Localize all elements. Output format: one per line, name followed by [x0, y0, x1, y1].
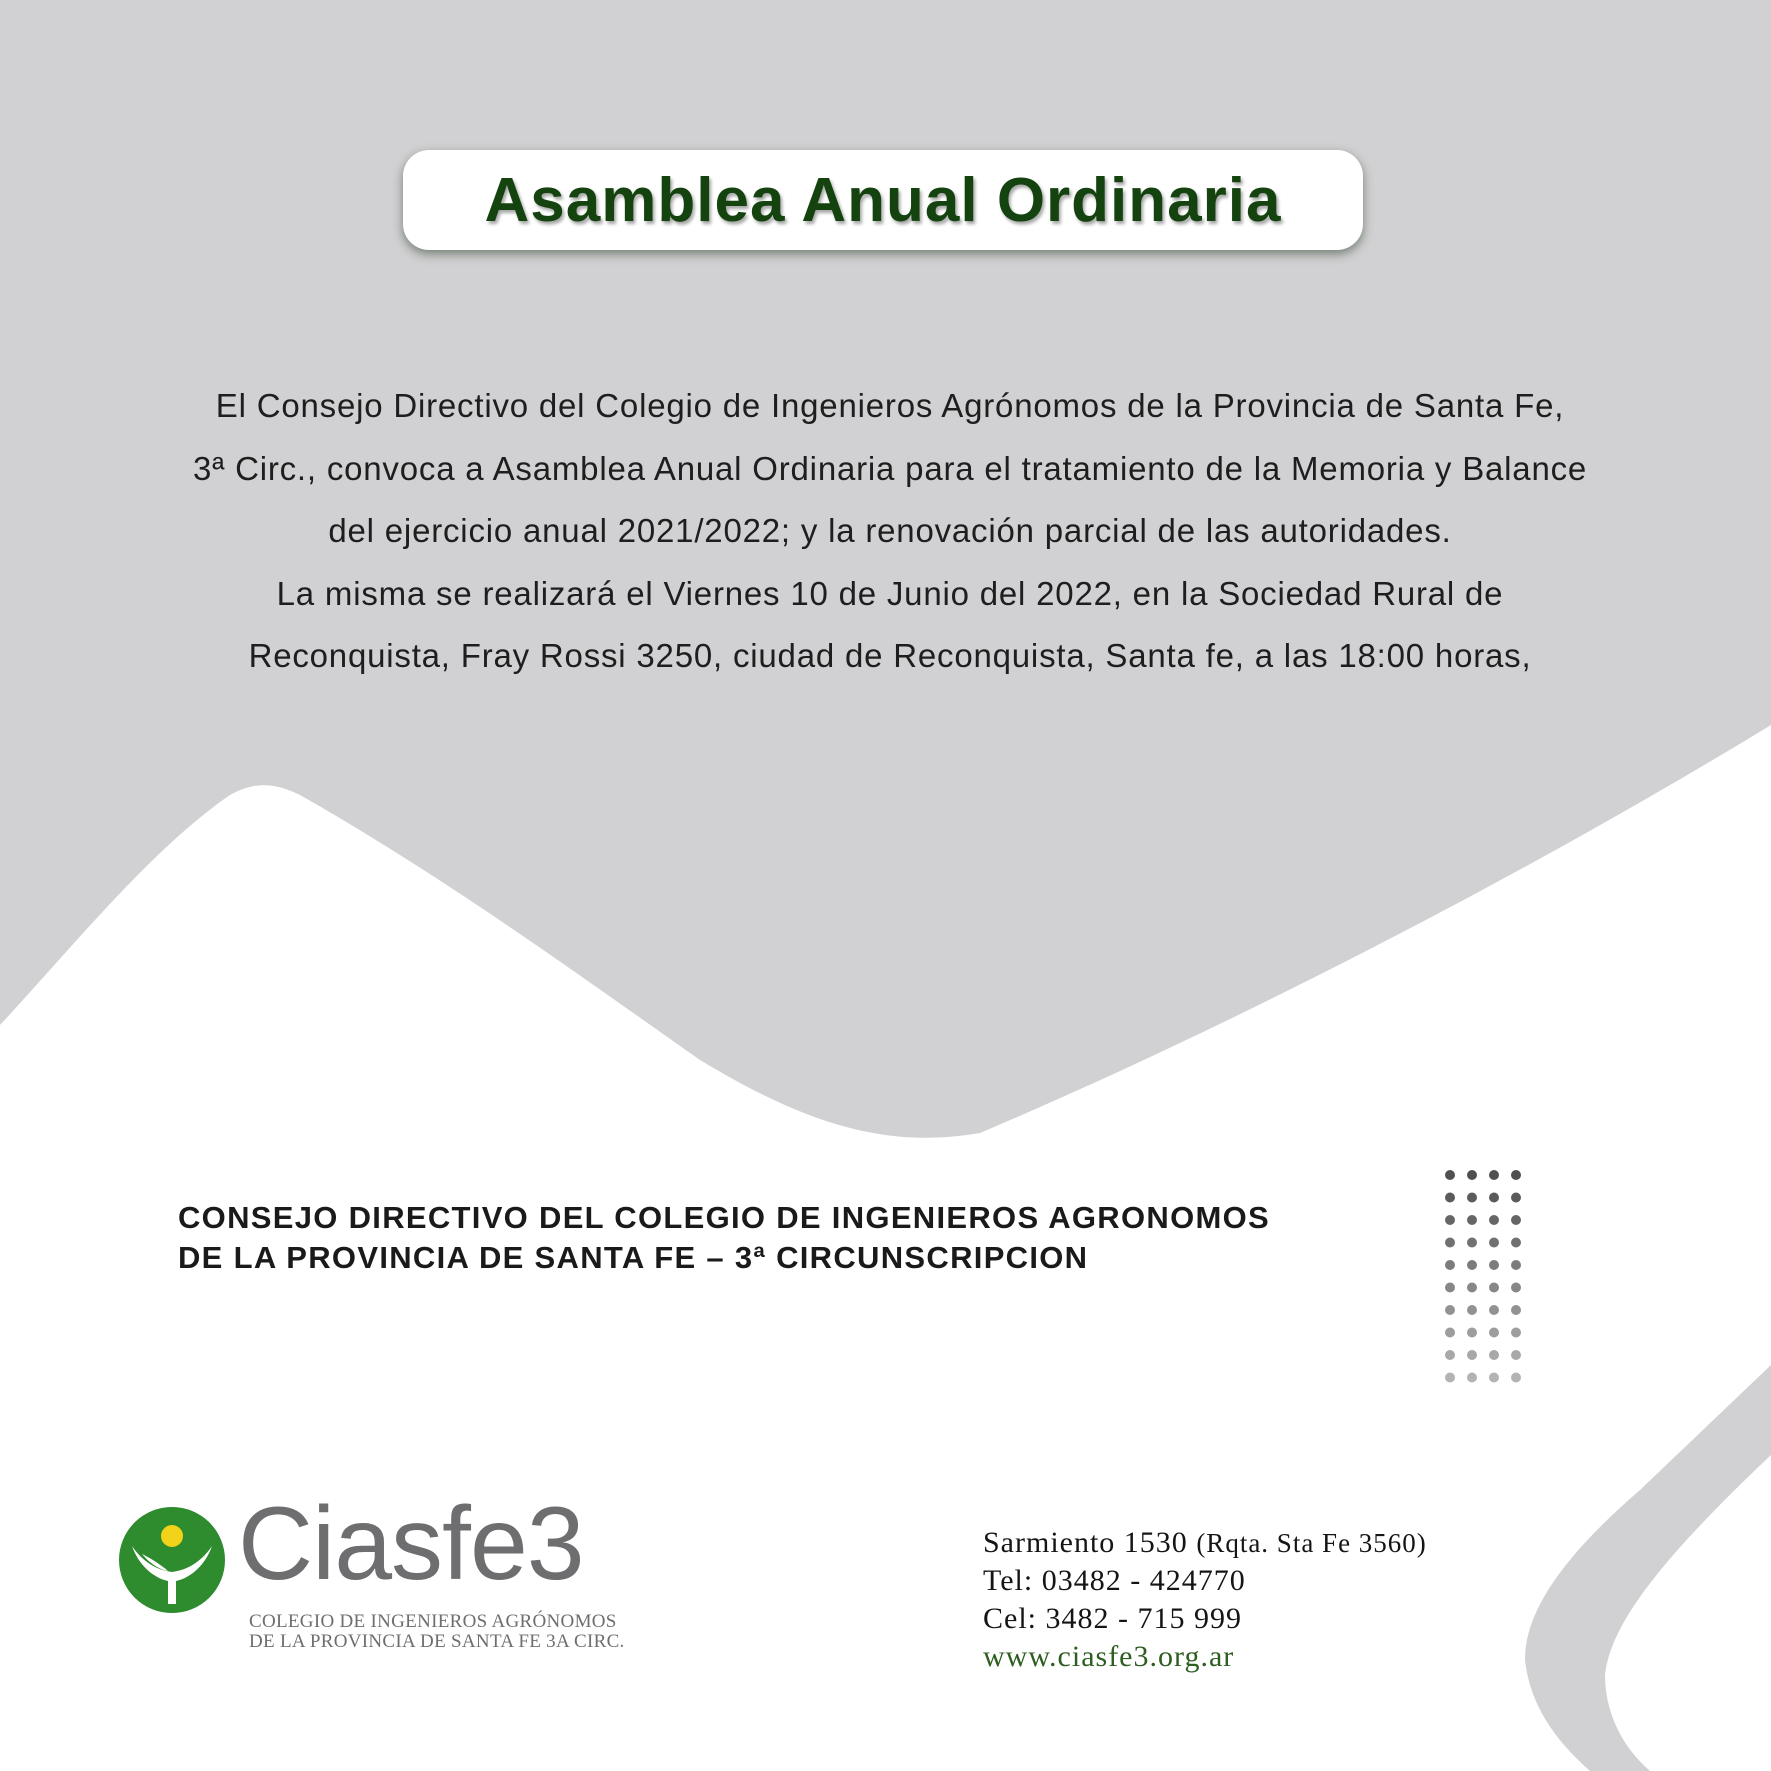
- decorative-dot: [1489, 1260, 1499, 1270]
- decorative-dot-grid: [1440, 1165, 1530, 1390]
- decorative-dot: [1445, 1215, 1455, 1225]
- ciasfe3-logo: [118, 1486, 638, 1660]
- decorative-dot: [1511, 1260, 1521, 1270]
- cellphone: Cel: 3482 - 715 999: [983, 1602, 1242, 1635]
- decorative-dot: [1511, 1373, 1521, 1383]
- decorative-dot: [1489, 1283, 1499, 1293]
- website-link[interactable]: www.ciasfe3.org.ar: [983, 1640, 1235, 1673]
- telephone: Tel: 03482 - 424770: [983, 1564, 1246, 1597]
- decorative-dot: [1511, 1283, 1521, 1293]
- decorative-dot: [1489, 1328, 1499, 1338]
- decorative-dot: [1467, 1350, 1477, 1360]
- decorative-dot: [1445, 1328, 1455, 1338]
- decorative-dot: [1467, 1238, 1477, 1248]
- title-banner: [403, 150, 1363, 250]
- address-street: Sarmiento 1530: [983, 1526, 1188, 1559]
- decorative-dot: [1511, 1350, 1521, 1360]
- logo-subtitle-line: DE LA PROVINCIA DE SANTA FE 3A CIRC.: [249, 1631, 625, 1652]
- decorative-dot: [1445, 1350, 1455, 1360]
- decorative-dot: [1489, 1170, 1499, 1180]
- decorative-dot: [1467, 1328, 1477, 1338]
- decorative-dot: [1511, 1170, 1521, 1180]
- body-line: La misma se realizará el Viernes 10 de Junio del 2022, en la Sociedad Rural de: [276, 574, 1504, 612]
- decorative-dot: [1445, 1373, 1455, 1383]
- decorative-dot: [1467, 1283, 1477, 1293]
- logo-subtitle-line: COLEGIO DE INGENIEROS AGRÓNOMOS: [249, 1611, 617, 1632]
- council-signature: [178, 1198, 1270, 1278]
- decorative-dot: [1445, 1238, 1455, 1248]
- decorative-dot: [1511, 1193, 1521, 1203]
- announcement-body: [90, 375, 1690, 688]
- decorative-dot: [1445, 1170, 1455, 1180]
- body-line: Reconquista, Fray Rossi 3250, ciudad de Reconquista, Santa fe, a las 18:00 horas,: [248, 637, 1532, 674]
- decorative-dot: [1467, 1215, 1477, 1225]
- ciasfe3-leaf-icon: [118, 1506, 226, 1614]
- decorative-dot: [1489, 1350, 1499, 1360]
- decorative-dot: [1489, 1238, 1499, 1248]
- council-line: CONSEJO DIRECTIVO DEL COLEGIO DE INGENIEROS AGRONOMOS: [178, 1200, 1271, 1235]
- decorative-dot: [1511, 1305, 1521, 1315]
- address-line: [983, 1524, 1427, 1562]
- contact-info: [983, 1524, 1427, 1676]
- decorative-dot: [1445, 1305, 1455, 1315]
- body-line: 3ª Circ., convoca a Asamblea Anual Ordinaria para el tratamiento de la Memoria y Balance: [192, 449, 1588, 487]
- decorative-dot: [1489, 1373, 1499, 1383]
- decorative-dot: [1445, 1193, 1455, 1203]
- decorative-dot: [1511, 1215, 1521, 1225]
- decorative-dot: [1511, 1238, 1521, 1248]
- decorative-dot: [1489, 1193, 1499, 1203]
- decorative-dot: [1489, 1215, 1499, 1225]
- logo-subtitle: [249, 1612, 625, 1652]
- decorative-dot: [1467, 1260, 1477, 1270]
- body-line: El Consejo Directivo del Colegio de Ingenieros Agrónomos de la Provincia de Santa Fe,: [215, 387, 1565, 424]
- decorative-dot: [1467, 1373, 1477, 1383]
- address-city: (Rqta. Sta Fe 3560): [1196, 1528, 1427, 1558]
- page-title: Asamblea Anual Ordinaria: [484, 165, 1282, 235]
- council-line: DE LA PROVINCIA DE SANTA FE – 3ª CIRCUNSCRIPCION: [178, 1240, 1089, 1275]
- body-line: del ejercicio anual 2021/2022; y la renovación parcial de las autoridades.: [328, 512, 1452, 549]
- decorative-dot: [1467, 1305, 1477, 1315]
- logo-wordmark: Ciasfe3: [238, 1486, 584, 1602]
- decorative-dot: [1467, 1170, 1477, 1180]
- decorative-dot: [1511, 1328, 1521, 1338]
- decorative-dot: [1445, 1260, 1455, 1270]
- decorative-dot: [1445, 1283, 1455, 1293]
- decorative-dot: [1467, 1193, 1477, 1203]
- decorative-dot: [1489, 1305, 1499, 1315]
